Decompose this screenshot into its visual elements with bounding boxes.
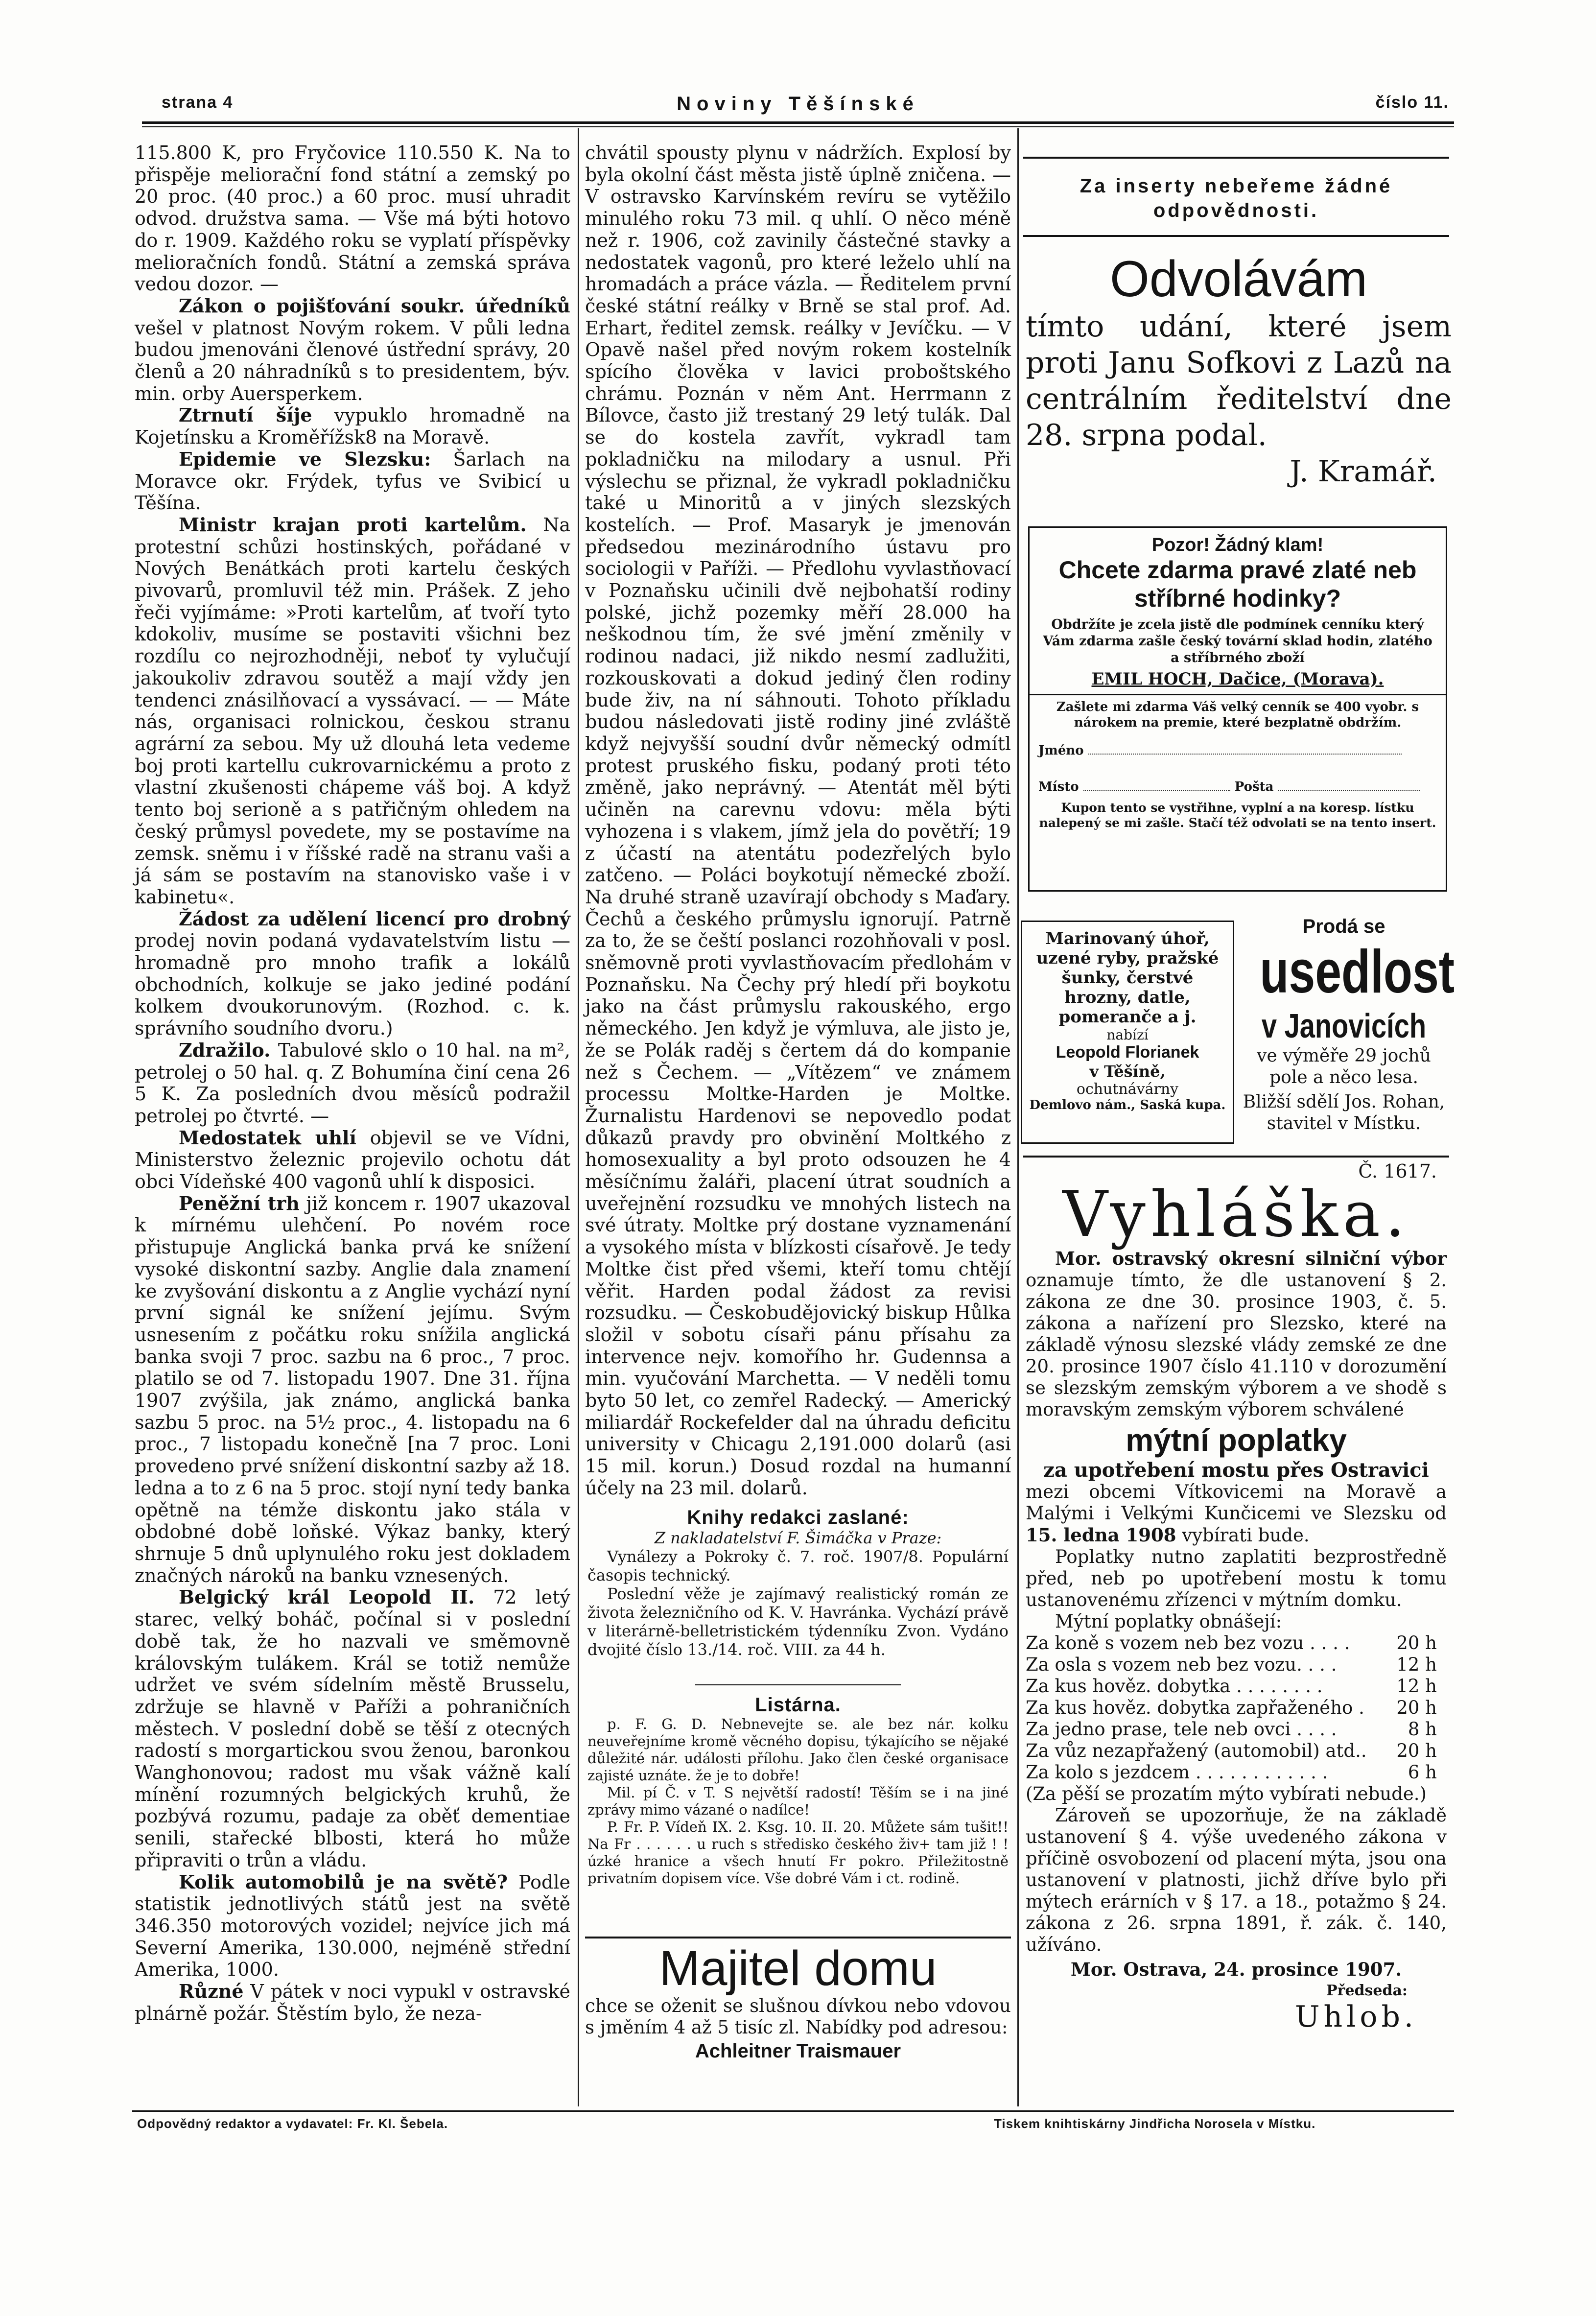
vyhlaska-signature: Uhlob. [1294,2000,1417,2034]
col1-paragraph: Epidemie ve Slezsku: Šarlach na Moravce okr. Frýdek, tyfus ve Svibicí u Těšína. [135,448,570,514]
listarna-p1: p. F. G. D. Nebnevejte se. ale bez nár. kolku neuveřejníme kromě věcného dopisu, týkajícího se nějaké důležité nár. události přílohu. Jako člen české organisace zajisté uznáte. že je to dobře! [587,1716,1009,1784]
odvolavam-ad [1026,250,1452,490]
vyhlaska-fees-title: Mýtní poplatky obnášejí: [1055,1611,1282,1632]
hodinky-pozor: Pozor! Žádný klam! [1151,535,1324,555]
usedlost-title: usedlost [1260,938,1455,1006]
odvolavam-title: Odvolávám [1110,251,1367,307]
vyhlaska-date: 15. ledna 1908 [1026,1524,1176,1546]
usedlost-contact: Bližší sdělí Jos. Rohan, stavitel v Místku. [1243,1092,1445,1134]
col1-paragraph: Různé V pátek v noci vypukl v ostravské plnárně požár. Štěstím bylo, že neza- [135,1980,570,2024]
fee-row: Za koně s vozem neb bez vozu . . . . 20 h [1026,1632,1437,1654]
usedlost-proda: Prodá se [1302,916,1385,937]
majitel-address: Achleitner Traismauer [695,2040,901,2062]
vyhlaska-authority: Mor. ostravský okresní silniční výbor [1055,1248,1447,1269]
usedlost-place: v Janovicích [1261,1007,1427,1045]
col1-paragraph: Ministr krajan proti kartelům. Na protestní schůzi hostinských, pořádané v Nových Benátkách proti kartelu českých pivovarů, promluvil též min. Prášek. Z jeho řeči vyjímáme: »Proti kartelům, ať tvoří tyto kdokoliv, musíme se postaviti všichni bez rozdílu co nejrozhodněji, neboť ty vylučují jakoukoliv zdravou soutěž a mají vždy jen tendenci znásilňovací a vyssávací. — — Máte nás, organisaci rolnickou, českou stranu agrární za sebou. My už dlouhá leta vedeme boj proti kartellu cukrovarnickému a proto z vlastní zkušenosti chápeme váš boj. A když tento boj serioně a s patřičným ohledem na český průmysl povedete, my se postavíme na zemsk. sněmu i v říšské radě na stranu vaši a já sám se postavím na stanovisko vaše i v kabinetu«. [135,513,570,908]
vyhlaska-poplatky: Poplatky nutno zaplatiti bezprostředně před, neb po upotřebení mostu k tomu ustanovenému zřízenci v mýtním domku. [1026,1546,1447,1610]
paragraph-heading: Ministr krajan proti kartelům. [179,513,527,536]
fee-row: Za vůz nezapřažený (automobil) atd.. 20 h [1026,1740,1437,1761]
column-rule-1 [578,128,579,2106]
col1-paragraph: Zákon o pojišťování soukr. úředníků vešel v platnost Novým rokem. V půli ledna budou jmenováni členové ústřední správy, 20 členů a 20 náhradníků s to presidentem, býv. min. orby Auersperkem. [135,294,570,404]
vyhlaska-intro: Mor. ostravský okresní silniční výbor oznamuje tímto, že dle ustanovení § 2. zákona ze dne 30. prosince 1903, č. 5. zákona a nařízení pro Slezsko, které na základě výnosu slezské vlády zemské ze dne 20. prosince 1907 číslo 41.110 v dorozumění se slezským zemským výborem a ve shodě s moravským zemským výborem schválené [1026,1248,1447,1420]
odvolavam-sign: J. Kramář. [1290,454,1437,489]
footer-editor: Odpovědný redaktor a vydavatel: Fr. Kl. Šebela. [137,2116,448,2131]
paragraph-heading: Žádost za udělení licencí pro drobný [179,907,570,930]
issue-number: číslo 11. [1375,93,1449,112]
hodinky-company: EMIL HOCH, Dačice, (Morava). [1091,669,1384,689]
majitel-rule [585,1937,1011,1938]
florianek-city: v Těšíně, [1089,1062,1166,1081]
majitel-title: Majitel domu [659,1941,937,1996]
column-1-text [135,142,570,2105]
vyhlaska-cislo: Č. 1617. [1358,1160,1437,1182]
vyhlaska-fees-table [1026,1632,1447,1783]
inserty-rule-bottom [1023,235,1449,237]
books-line-2: Poslední věže je zajímavý realistický román ze života železničního od K. V. Havránka. Vychází právě v literárně-belletristickém týdenníku Zvon. Vydáno dvojité číslo 13./14. roč. VIII. za 44 h. [587,1584,1009,1659]
jmeno-label: Jméno [1038,743,1084,758]
header-rule [142,121,1454,124]
vyhlaska-rule [1023,1156,1449,1158]
florianek-name: Leopold Florianek [1056,1043,1199,1062]
florianek-ochut: ochutnávárny [1076,1081,1179,1098]
hodinky-zasilete: Zašlete mi zdarma Váš velký cenník se 400 vyobr. s nárokem na premie, které bezplatně obdržím. [1056,700,1419,730]
listarna-section [587,1692,1009,1887]
vyhlaska [1026,1160,1447,2032]
florianek-ad [1021,921,1234,1144]
fee-row: Za kus hověz. dobytka . . . . . . . . 12 h [1026,1676,1437,1697]
inserty-rule-top [1023,157,1449,159]
footer-printer: Tiskem knihtiskárny Jindřicha Norosela v Místku. [994,2116,1316,2131]
hodinky-headline: Chcete zdarma pravé zlaté neb stříbrné hodinky? [1058,556,1417,612]
footer-rule [132,2110,1454,2112]
vyhlaska-zaroven: Zároveň se upozorňuje, že na základě ustanovení § 4. výše uvedeného zákona v příčině osvobození od placení mýta, jsou ona ustanovení v platnosti, jichž dříve bylo při mýtech erárních v § 17. a 18., potažmo § 24. zákona z 26. srpna 1891, ř. zák. č. 140, užíváno. [1026,1805,1447,1955]
col1-paragraph: Žádost za udělení licencí pro drobný prodej novin podaná vydavatelstvím listu — hromadně pro mnoho trafik a lokálů obchodních, kolkuje se jako jediné podání kolkem dvoukorunovým. (Rozhod. c. k. správního soudního dvoru.) [135,907,570,1040]
col1-paragraph: Peněžní trh již koncem r. 1907 ukazoval k mírnému ulehčení. Po novém roce přistupuje Anglická banka prvá ke snížení vysoké diskontní sazby. Anglie dala znamení ke zvyšování diskontu a z Anglie vychází nyní první signál ke snížení jejímu. Svým usnesením z počátku roku snížila anglická banka svoji 7 proc. sazbu na 6 proc., 7 proc. platilo se od 7. listopadu 1907. Dne 31. října 1907 zvýšila, jak známo, anglická banka sazbu 5 proc. na 5½ proc., 4. listopadu na 6 proc., 7 listopadu konečně [na 7 proc. Loni provedeno prvé snížení diskontní sazby až 18. ledna a to z 6 na 5 proc. stojí nyní tedy banka opětně na témže diskontu jako stála v obdobné době loňské. Výkaz banky, který shrnuje 5 dnů uplynulého roku jest dokladem značných nároků na banku vznesených. [135,1192,571,1586]
florianek-goods: Marinovaný úhoř, uzené ryby, pražské šunky, čerstvé hrozny, datle, pomeranče a j. [1036,929,1219,1027]
listarna-p2: Mil. pí Č. v T. S největší radostí! Těším se i na jiné zprávy mimo vázané o nadílce! [587,1784,1009,1818]
vyhlaska-obce: mezi obcemi Vítkovicemi na Moravě a Malými i Velkými Kunčicemi ve Slezsku od 15. ledna 1908 vybírati bude. [1026,1481,1447,1546]
hodinky-kupon: Kupon tento se vystřihne, vyplní a na koresp. lístku nalepený se mi zašle. Stačí též odvolati se na tento insert. [1039,801,1436,830]
fee-row: Za kus hověz. dobytka zapřaženého . 20 h [1026,1697,1437,1718]
hodinky-ad [1028,526,1447,892]
posta-label: Pošta [1234,780,1274,794]
header-rule-thin [142,126,1454,127]
odvolavam-text: tímto udání, které jsem proti Janu Sofkovi z Lazů na centrálním ředitelství dne 28. srpna podal. [1026,309,1452,452]
column-2-text [585,142,1011,1499]
newspaper-title: Noviny Těšínské [677,93,919,115]
usedlost-vymera: ve výměře 29 jochů pole a něco lesa. [1257,1046,1431,1087]
paragraph-heading: Belgický král Leopold II. [179,1586,475,1608]
paragraph-heading: Epidemie ve Slezsku: [179,448,431,470]
usedlost-ad [1236,916,1455,1134]
fee-row: Za jedno prase, tele neb ovci . . . . 8 h [1026,1719,1437,1740]
column-rule-2 [1017,128,1019,2106]
vyhlaska-title: Vyhláška. [1062,1178,1410,1251]
vyhlaska-myto: mýtní poplatky [1126,1422,1347,1458]
paragraph-heading: Medostatek uhlí [179,1126,356,1149]
vyhlaska-pesi: (Za pěší se prozatím mýto vybírati nebude.) [1026,1783,1427,1804]
paragraph-heading: Ztrnutí šíje [179,404,312,426]
paragraph-heading: Peněžní trh [179,1192,300,1214]
vyhlaska-most: za upotřebení mostu přes Ostravici [1043,1459,1429,1482]
paragraph-heading: Zdražilo. [179,1039,271,1061]
col2-paragraph: chvátil spousty plynu v nádržích. Explosí by byla okolní část města jistě úplně zničena. — V ostravsko Karvínském revíru se vytěžilo minulého roku 73 mil. q uhlí. O něco méně než r. 1906, což zavinily částečné stavky a nedostatek vagonů, pro které leželo uhlí na hromadách a práce vázla. — Ředitelem první české státní reálky v Brně se stal prof. Ad. Erhart, ředitel zemsk. reálky v Jevíčku. — V Opavě našel před novým rokem kostelník spícího člověka v lavici proboštského chrámu. Poznán v něm Ant. Herrmann z Bílovce, často již trestaný 29 letý tulák. Dal se do kostela zavřít, vykradl tam pokladničku na milodary a usnul. Při výslechu se přiznal, že vykradl pokladničku také u Minoritů a v jiných slezských kostelích. — Prof. Masaryk je jmenován předsedou mezinárodního ústavu pro sociologii v Paříži. — Předlohu vyvlastňovací v Poznaňsku učinili dvě nejbohatší rodiny polské, jichž pozemky měří 28.000 ha neškodnou tím, že své jmění změnily v rodinou nadaci, již nikdo nesmí zadlužiti, rozkouskovati a dokud jediný člen rodiny bude živ, na ní sáhnouti. Tohoto příkladu budou následovati jistě rodiny jiné zvláště když nejvyšší soudní dvůr německý odmítl protest pruského fisku, podaný proti této změně, jako neprávný. — Atentát měl býti učiněn na carevnu vdovu: měla býti vyhozena i s vlakem, jímž jela do povětří; 19 z účastí na atentátu podezřelých bylo zatčeno. — Poláci boykotují německé zboží. Na druhé straně uzavírají obchody s Maďary. Čechů a českého průmyslu ignorují. Patrně za to, že se čeští poslanci rozohňovali v posl. sněmovně proti vyvlastňovacím předlohám v Poznaňsku. Na Čechy prý hledí při boykotu jako na část průmyslu rakouského, ergo německého. Jen když je výmluva, ale jisto je, že se Polák raděj s čertem dá do kompanie než s Čechem. — „Vítězem“ ve známem processu Moltke-Harden je Moltke. Žurnalistu Hardenovi se nepovedlo podat důkazů pravdy pro obvinění Moltkého z homosexuality a byl proto odsouzen he 4 měsíčnímu žaláři, placení útrat soudních a uveřejnění rozsudku ve mnohých listech na své útraty. Moltke prý dostane vyznamenání a vysokého místa v blízkosti císařově. Je tedy Moltke čist před všemi, kteří tomu chtějí věřit. Harden podal žádost za revisi rozsudku. — Českobudějovický biskup Hůlka složil v sobotu císaři pánu přísahu za intervence nejv. komořího hr. Gudennsa a min. vyučování Marchetta. — V neděli tomu byto 50 let, co zemřel Radecký. — Americký miliardář Rockefelder dal na úhradu deficitu university v Chicagu 2,191.000 dolarů (asi 15 mil. korun.) Dosud rozdal na humanní účely na 23 mil. dolarů. [585,142,1011,1499]
majitel-text: chce se oženit se slušnou dívkou nebo vdovou s jměním 4 až 5 tisíc zl. Nabídky pod adresou: [585,1995,1011,2038]
books-line-1: Vynálezy a Pokroky č. 7. roč. 1907/8. Populární časopis technický. [587,1547,1009,1584]
listarna-p3: P. Fr. P. Vídeň IX. 2. Ksg. 10. II. 20. Můžete sám tušit!! Na Fr . . . . . . u ruch s středisko českého živ+ tam již ! ! úzké hranice a všech hnutí Fr pokro. Přiležitostně privatním dopisem více. Vše dobré Vám i ct. rodině. [587,1819,1009,1887]
fee-row: Za kolo s jezdcem . . . . . . . . . . . . 6 h [1026,1762,1437,1783]
books-section [587,1503,1009,1659]
books-divider [695,1684,901,1685]
books-intro: Z nakladatelství F. Šimáčka v Praze: [654,1529,942,1547]
vyhlaska-predseda: Předseda: [1326,1982,1408,1999]
majitel-ad [585,1941,1011,2062]
paragraph-heading: Kolik automobilů je na světě? [179,1870,508,1893]
vyhlaska-misto: Mor. Ostrava, 24. prosince 1907. [1070,1959,1402,1980]
col1-paragraph: Zdražilo. Tabulové sklo o 10 hal. na m², petrolej o 50 hal. q. Z Bohumína činí cena 26 5 K. Za posledních dvou měsíců podražil petrolej po čtvrté. — [135,1039,570,1127]
inserty-notice: Za inserty nebeřeme žádné odpovědnosti. [1080,175,1393,221]
col1-paragraph: 115.800 K, pro Fryčovice 110.550 K. Na to přispěje meliorační fond státní a zemský po 20 proc. (40 proc.) a 60 proc. musí uhradit odvod. družstva sama. — Vše má býti hotovo do r. 1909. Každého roku se vyplatí příspěvky melioračních fondů. Státní a zemská správa vedou dozor. — [135,142,570,295]
paragraph-heading: Zákon o pojišťování soukr. úředníků [179,294,570,317]
col1-paragraph: Ztrnutí šíje vypuklo hromadně na Kojetínsku a Kroměřížsk8 na Moravě. [135,404,570,449]
col1-paragraph: Medostatek uhlí objevil se ve Vídni, Ministerstvo železnic projevilo ochotu dát obci Vídeňské 400 vagonů uhlí k disposici. [135,1126,571,1193]
hodinky-jmeno [1038,743,1437,758]
page-number: strana 4 [162,93,234,112]
hodinky-text: Obdržíte je zcela jistě dle podmínek cenníku který Vám zdarma zašle český tovární sklad hodin, zlatého a stříbrného zboží [1043,617,1432,665]
fee-row: Za osla s vozem neb bez vozu. . . . 12 h [1026,1654,1437,1675]
florianek-nabizi: nabízí [1106,1027,1149,1043]
listarna-title: Listárna. [755,1694,841,1716]
books-title: Knihy redakci zaslané: [687,1507,909,1528]
col1-paragraph: Belgický král Leopold II. 72 letý starec, velký boháč, počínal si v poslední době tak, že ho nazvali ve směmovně královským tulákem. Král se totiž nemůže udržet ve svém sídelním městě Brusselu, zdržuje se hlavně v Paříži a pohraničních městech. V poslední době se těší z otecných radostí s morgartickou svou ženou, baronkou Wanghonovou; radost mu však vážně kalí mínění rozumných belgických kruhů, že pozbývá rozumu, padaje za oběť dementiae senili, stařecké blbosti, která ho může připraviti o trůn a vládu. [135,1586,570,1871]
hodinky-misto [1038,780,1437,794]
florianek-address: Demlovo nám., Saská kupa. [1029,1098,1226,1112]
paragraph-heading: Různé [179,1980,244,2003]
misto-label: Místo [1038,780,1079,794]
col1-paragraph: Kolik automobilů je na světě? Podle statistik jednotlivých států jest na světě 346.350 motorových vozidel; nejvíce jich má Severní Amerika, 130.000, nejméně střední Amerika, 1000. [135,1870,571,1981]
